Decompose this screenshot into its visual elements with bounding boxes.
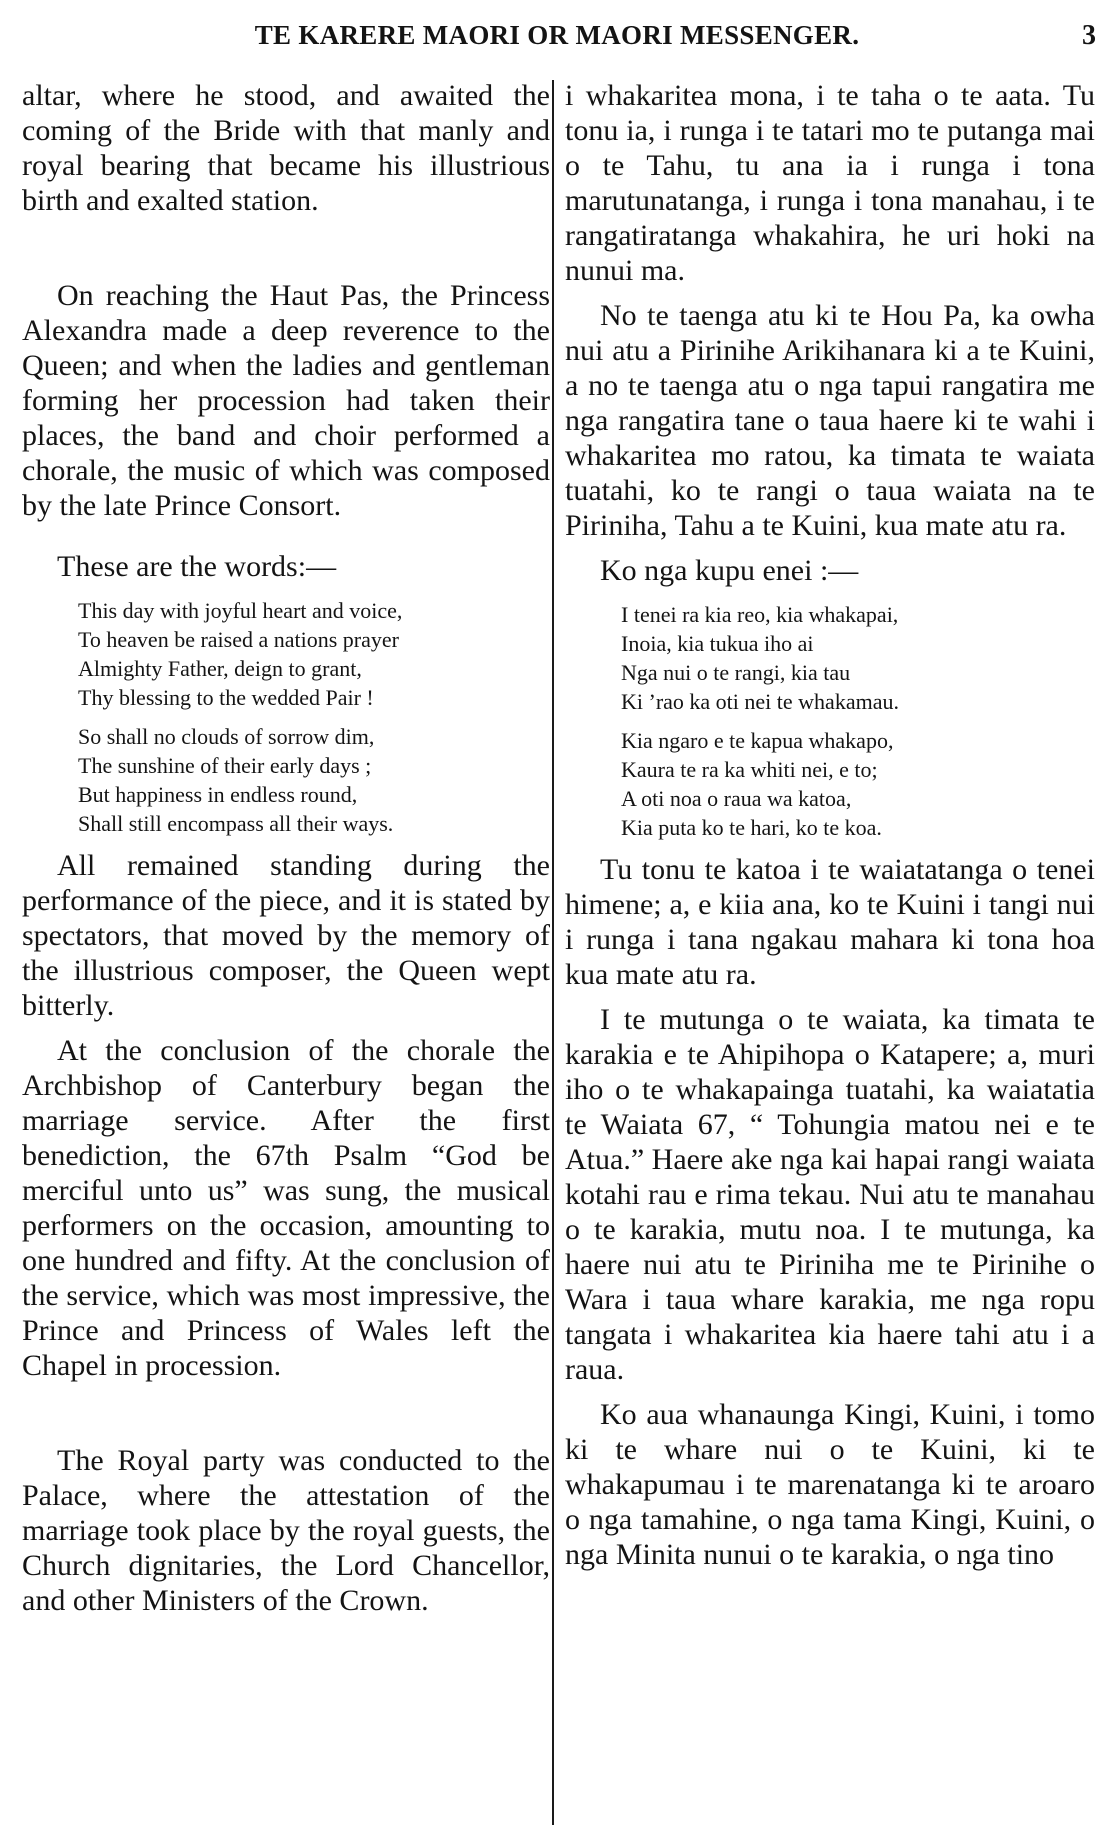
verse-line: The sunshine of their early days ; [78,753,372,778]
verse-line: Ki ’rao ka oti nei te whakamau. [621,689,899,714]
verse-line: A oti noa o raua wa katoa, [621,786,852,811]
verse-stanza [22,722,550,838]
paragraph-altar: altar, where he stood, and awaited the coming of the Bride with that manly and royal bearing that became his illustrious birth and exalted station. [22,79,550,217]
verse-line: Inoia, kia tukua iho ai [621,631,814,656]
paragraph-aata: i whakaritea mona, i te taha o te aata. Tu tonu ia, i runga i te tatari mo te putanga mai o te Tahu, tu ana ia i runga i tona marutunatanga, i runga i tona manahau, i te rangatiratanga whakahira, he uri hoki na nunui ma. [565,79,1095,287]
verse-line: Shall still encompass all their ways. [78,811,394,836]
verse-line: Nga nui o te rangi, kia tau [621,660,851,685]
paragraph-whanaunga: Ko aua whanaunga Kingi, Kuini, i tomo ki te whare nui o te Kuini, ki te whakapumau i te marenatanga ki te aroaro o nga tamahine, o nga tama Kingi, Kuini, o nga Minita nunui o te karakia, o nga tino [565,1398,1095,1571]
verse-line: Kaura te ra ka whiti nei, e to; [621,757,878,782]
verse-line: Kia ngaro e te kapua whakapo, [621,728,894,753]
paragraph-conclusion: At the conclusion of the chorale the Archbishop of Canterbury began the marriage service. After the first benediction, the 67th Psalm “God be merciful unto us” was sung, the musical performers on the occasion, amounting to one hundred and fifty. At the conclusion of the service, which was most impressive, the Prince and Princess of Wales left the Chapel in procession. [22,1034,550,1382]
page-header [0,0,1114,58]
column-divider [552,80,554,1825]
verse-line: This day with joyful heart and voice, [78,598,403,623]
verse-line: I tenei ra kia reo, kia whakapai, [621,602,899,627]
verse-line: To heaven be raised a nations prayer [78,627,399,652]
paragraph-all-remained: All remained standing during the performance of the piece, and it is stated by spectators, that moved by the memory of the illustrious composer, the Queen wept bitterly. [22,849,550,1022]
verse-stanza [565,600,1095,716]
page-number: 3 [1082,20,1096,51]
verse-line: Kia puta ko te hari, ko te koa. [621,815,882,840]
paragraph-hou-pa: No te taenga atu ki te Hou Pa, ka owha nui atu a Pirinihe Arikihanara ki a te Kuini, a no te taenga atu o nga tapui rangatira me nga rangatira tane o taua haere ki te wahi i whakaritea mo ratou, ka timata te waiata tuatahi, ko te rangi o taua waiata na te Piriniha, Tahu a te Kuini, kua mate atu ra. [565,299,1095,542]
verse-line: But happiness in endless round, [78,782,358,807]
paragraph-tu-tonu: Tu tonu te katoa i te waiatatanga o tenei himene; a, e kiia ana, ko te Kuini i tangi nui i runga i tana ngakau mahara ki tona hoa kua mate atu ra. [565,853,1095,991]
english-column [22,78,550,1828]
verse-line: Thy blessing to the wedded Pair ! [78,685,374,710]
paragraph-haut-pas: On reaching the Haut Pas, the Princess Alexandra made a deep reverence to the Queen; and when the ladies and gentleman forming her procession had taken their places, the band and choir performed a chorale, the music of which was composed by the late Prince Consort. [22,279,550,522]
verse-stanza [22,596,550,712]
verse-line: So shall no clouds of sorrow dim, [78,724,375,749]
verse-stanza [565,726,1095,842]
maori-column [565,78,1095,1828]
words-intro: Ko nga kupu enei :— [600,554,859,587]
words-intro: These are the words:— [57,550,337,583]
verse-line: Almighty Father, deign to grant, [78,656,362,681]
running-title: TE KARERE MAORI OR MAORI MESSENGER. [254,20,860,50]
paragraph-royal-party: The Royal party was conducted to the Palace, where the attestation of the marriage took place by the royal guests, the Church dignitaries, the Lord Chancellor, and other Ministers of the Crown. [22,1444,550,1617]
paragraph-mutunga: I te mutunga o te waiata, ka timata te karakia e te Ahipihopa o Katapere; a, muri iho o te whakapainga tuatahi, ka waiatatia te Waiata 67, “ Tohungia matou nei e te Atua.” Haere ake nga kai hapai rangi waiata kotahi rau e rima tekau. Nui atu te manahau o te karakia, mutu noa. I te mutunga, ka haere nui atu te Piriniha me te Pirinihe o Wara i taua whare karakia, me nga ropu tangata i whakaritea kia haere tahi atu i a raua. [565,1003,1095,1386]
